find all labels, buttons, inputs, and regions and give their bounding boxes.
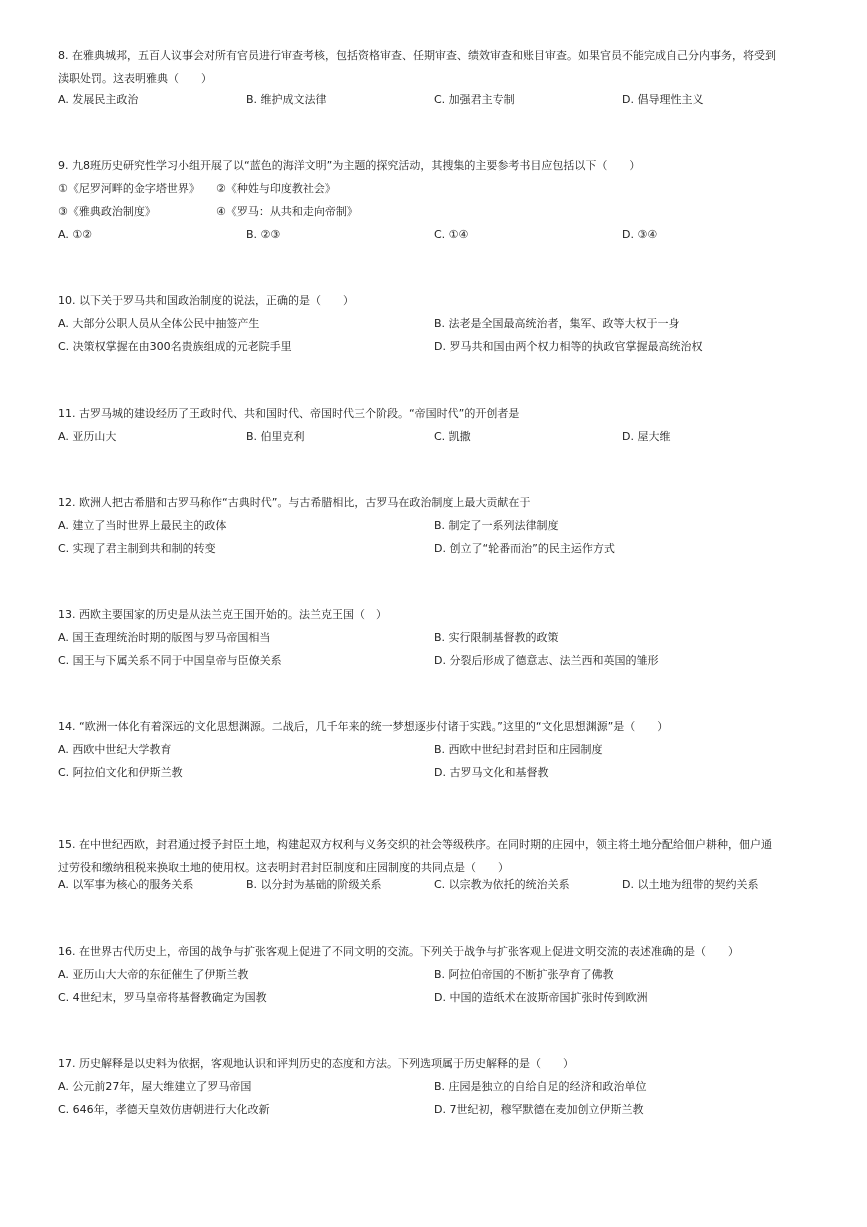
option-d[interactable]: D. 分裂后形成了德意志、法兰西和英国的雏形	[434, 654, 659, 667]
reference-book: ④《罗马：从共和走向帝制》	[216, 205, 358, 218]
option-b[interactable]: B. 庄园是独立的自给自足的经济和政治单位	[434, 1080, 647, 1093]
option-a[interactable]: A. 大部分公职人员从全体公民中抽签产生	[58, 317, 260, 330]
option-c[interactable]: C. ①④	[434, 228, 469, 241]
option-d[interactable]: D. 以土地为纽带的契约关系	[622, 878, 759, 891]
question-stem	[58, 44, 818, 90]
question-stem: 14. “欧洲一体化有着深远的文化思想渊源。二战后，几千年来的统一梦想逐步付诸于实践。”这里的“文化思想渊源”是（ ）	[58, 720, 669, 733]
option-c[interactable]: C. 决策权掌握在由300名贵族组成的元老院手里	[58, 340, 292, 353]
option-d[interactable]: D. ③④	[622, 228, 658, 241]
question-stem: 10. 以下关于罗马共和国政治制度的说法，正确的是（ ）	[58, 294, 354, 307]
question-stem: 12. 欧洲人把古希腊和古罗马称作“古典时代”。与古希腊相比，古罗马在政治制度上最大贡献在于	[58, 496, 531, 509]
question-stem: 11. 古罗马城的建设经历了王政时代、共和国时代、帝国时代三个阶段。“帝国时代”的开创者是	[58, 407, 520, 420]
option-d[interactable]: D. 创立了“轮番而治”的民主运作方式	[434, 542, 615, 555]
option-d[interactable]: D. 7世纪初，穆罕默德在麦加创立伊斯兰教	[434, 1103, 644, 1116]
stem-line: 渎职处罚。这表明雅典（ ）	[58, 72, 212, 85]
option-c[interactable]: C. 以宗教为依托的统治关系	[434, 878, 570, 891]
question-stem	[58, 833, 818, 879]
option-a[interactable]: A. 发展民主政治	[58, 93, 139, 106]
option-a[interactable]: A. 建立了当时世界上最民主的政体	[58, 519, 227, 532]
question-stem: 16. 在世界古代历史上，帝国的战争与扩张客观上促进了不同文明的交流。下列关于战争与扩张客观上促进文明交流的表述准确的是（ ）	[58, 945, 739, 958]
option-d[interactable]: D. 罗马共和国由两个权力相等的执政官掌握最高统治权	[434, 340, 703, 353]
option-b[interactable]: B. 西欧中世纪封君封臣和庄园制度	[434, 743, 603, 756]
option-c[interactable]: C. 646年，孝德天皇效仿唐朝进行大化改新	[58, 1103, 270, 1116]
question-stem: 13. 西欧主要国家的历史是从法兰克王国开始的。法兰克王国（ ）	[58, 608, 387, 621]
option-a[interactable]: A. 国王查理统治时期的版图与罗马帝国相当	[58, 631, 271, 644]
option-a[interactable]: A. 公元前27年，屋大维建立了罗马帝国	[58, 1080, 252, 1093]
question-stem: 9. 九8班历史研究性学习小组开展了以“蓝色的海洋文明”为主题的探究活动，其搜集的主要参考书目应包括以下（ ）	[58, 159, 641, 172]
option-b[interactable]: B. ②③	[246, 228, 281, 241]
reference-book: ①《尼罗河畔的金字塔世界》	[58, 182, 200, 195]
option-b[interactable]: B. 法老是全国最高统治者，集军、政等大权于一身	[434, 317, 680, 330]
option-c[interactable]: C. 阿拉伯文化和伊斯兰教	[58, 766, 183, 779]
option-b[interactable]: B. 伯里克利	[246, 430, 305, 443]
option-a[interactable]: A. 以军事为核心的服务关系	[58, 878, 194, 891]
option-b[interactable]: B. 实行限制基督教的政策	[434, 631, 559, 644]
option-c[interactable]: C. 凯撒	[434, 430, 471, 443]
stem-line: 过劳役和缴纳租税来换取土地的使用权。这表明封君封臣制度和庄园制度的共同点是（ ）	[58, 861, 509, 874]
stem-line: 8. 在雅典城邦，五百人议事会对所有官员进行审查考核，包括资格审查、任期审查、绩效审查和账目审查。如果官员不能完成自己分内事务，将受到	[58, 49, 776, 62]
option-d[interactable]: D. 倡导理性主义	[622, 93, 704, 106]
option-b[interactable]: B. 制定了一系列法律制度	[434, 519, 559, 532]
reference-book: ②《种姓与印度教社会》	[216, 182, 336, 195]
option-a[interactable]: A. ①②	[58, 228, 93, 241]
stem-line: 15. 在中世纪西欧，封君通过授予封臣土地，构建起双方权利与义务交织的社会等级秩序。在同时期的庄园中，领主将土地分配给佃户耕种，佃户通	[58, 838, 772, 851]
option-b[interactable]: B. 以分封为基础的阶级关系	[246, 878, 382, 891]
reference-book: ③《雅典政治制度》	[58, 205, 156, 218]
option-c[interactable]: C. 加强君主专制	[434, 93, 515, 106]
option-a[interactable]: A. 亚历山大大帝的东征催生了伊斯兰教	[58, 968, 249, 981]
option-b[interactable]: B. 阿拉伯帝国的不断扩张孕育了佛教	[434, 968, 614, 981]
option-b[interactable]: B. 维护成文法律	[246, 93, 327, 106]
option-d[interactable]: D. 古罗马文化和基督教	[434, 766, 549, 779]
option-a[interactable]: A. 亚历山大	[58, 430, 117, 443]
option-d[interactable]: D. 中国的造纸术在波斯帝国扩张时传到欧洲	[434, 991, 648, 1004]
option-a[interactable]: A. 西欧中世纪大学教育	[58, 743, 172, 756]
question-stem: 17. 历史解释是以史料为依据，客观地认识和评判历史的态度和方法。下列选项属于历史解释的是（ ）	[58, 1057, 574, 1070]
option-d[interactable]: D. 屋大维	[622, 430, 671, 443]
option-c[interactable]: C. 国王与下属关系不同于中国皇帝与臣僚关系	[58, 654, 282, 667]
option-c[interactable]: C. 4世纪末，罗马皇帝将基督教确定为国教	[58, 991, 267, 1004]
option-c[interactable]: C. 实现了君主制到共和制的转变	[58, 542, 216, 555]
